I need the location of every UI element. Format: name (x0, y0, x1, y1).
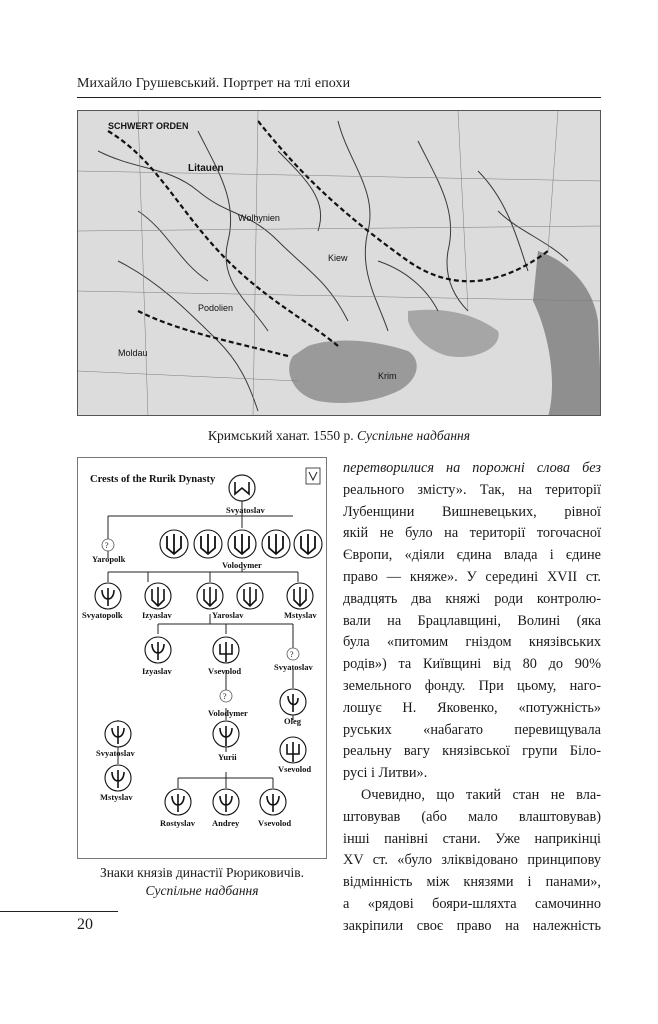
text-line: XV ст. «було зліквідовано принципову (343, 852, 601, 869)
crest-name: Izyaslav (142, 666, 172, 676)
crest-name: Oleg (284, 716, 301, 726)
text-line: право — княже». У середині XVII ст. (343, 568, 601, 585)
text-line: вали на Брацлавщині, Волині (яка (343, 612, 601, 629)
footer-rule (0, 911, 118, 912)
text-line: руських «набагато перевищувала (343, 721, 601, 738)
crest-icon (229, 475, 255, 501)
text-line: двадцять два княжі роди контролю- (343, 590, 601, 607)
map-label: Moldau (118, 348, 148, 358)
svg-text:?: ? (105, 541, 109, 550)
crest-name: Mstyslav (100, 792, 133, 802)
header-rule (77, 97, 601, 98)
text-line: якій не було на території тогочасної (343, 525, 601, 542)
crest-name: Izyaslav (142, 610, 172, 620)
map-label: Podolien (198, 303, 234, 313)
text-line: а «рядові бояри-шляхта самочинно (343, 895, 601, 912)
crest-name: Svyatoslav (96, 748, 135, 758)
crest-name: Vsevolod (278, 764, 312, 774)
map-label: Litauen (188, 163, 224, 174)
corner-emblem-icon (306, 468, 320, 484)
text-line: реальну вагу князівської групи Біло- (343, 743, 601, 760)
crest-name: Vsevolod (258, 818, 292, 828)
crests-figure (77, 457, 327, 859)
map-caption (77, 428, 601, 444)
crest-name: Svyatoslav (226, 505, 265, 515)
crest-name: Volodymer (222, 560, 262, 570)
text-line: закріпили своє право на належність (343, 917, 601, 934)
text-line: відмінність між князями і панами», (343, 874, 601, 891)
svg-text:?: ? (223, 692, 227, 701)
map-drawing (78, 111, 601, 416)
text-line: русі і Литви». (343, 765, 428, 782)
crests-caption (77, 864, 327, 900)
crest-name: Andrey (212, 818, 240, 828)
running-header: Михайло Грушевський. Портрет на тлі епохи (77, 76, 351, 91)
unknown-crest-icon (287, 648, 299, 660)
crest-name: Yurii (218, 752, 237, 762)
map-label: Wolhynien (238, 213, 280, 223)
crests-tree (78, 458, 327, 859)
text-line: земельного фонду. При цьому, наго- (343, 677, 601, 694)
map-caption-text: Кримський ханат. 1550 р. (207, 428, 354, 443)
text-line: лошує Н. Яковенко, «потужність» (343, 699, 601, 716)
crest-name: Yaroslav (212, 610, 244, 620)
crest-name: Volodymer (208, 708, 248, 718)
text-line: інші панівні стани. Уже наприкінці (343, 830, 601, 847)
crest-name: Vsevolod (208, 666, 242, 676)
map-label: Krim (378, 371, 397, 381)
map-label: SCHWERT ORDEN (108, 121, 189, 131)
body-text (343, 458, 601, 938)
text-line: перетворилися на порожні слова без (343, 460, 601, 476)
crest-name: Mstyslav (284, 610, 317, 620)
text-line: реального змісту». Так, на території (343, 481, 601, 498)
unknown-crest-icon (220, 690, 232, 702)
map-caption-source: Суспільне надбання (356, 428, 471, 443)
crest-name: Rostyslav (160, 818, 195, 828)
crests-title: Crests of the Rurik Dynasty (90, 474, 216, 485)
text-line: родів») та Київщині від 80 до 90% (343, 656, 601, 673)
crest-name: Yaropolk (92, 554, 126, 564)
text-line: штовував (або мало влаштовував) (343, 808, 601, 825)
text-line: була «питомим гніздом князівських (343, 634, 601, 651)
crest-name: Svyatoslav (274, 662, 313, 672)
crest-name: Svyatopolk (82, 610, 123, 620)
map-figure (77, 110, 601, 416)
page-number: 20 (77, 916, 93, 933)
crests-caption-source: Суспільне надбання (145, 883, 259, 898)
svg-text:?: ? (290, 650, 294, 659)
text-line: Лубенщини Вишневецьких, рівної (343, 503, 601, 520)
text-line: Очевидно, що такий стан не вла- (361, 786, 601, 803)
crests-caption-text: Знаки князів династії Рюриковичів. (99, 865, 305, 880)
map-label: Kiew (328, 253, 348, 263)
unknown-crest-icon (102, 539, 114, 551)
text-line: Європи, «діяли єдина влада і єдине (343, 547, 601, 564)
